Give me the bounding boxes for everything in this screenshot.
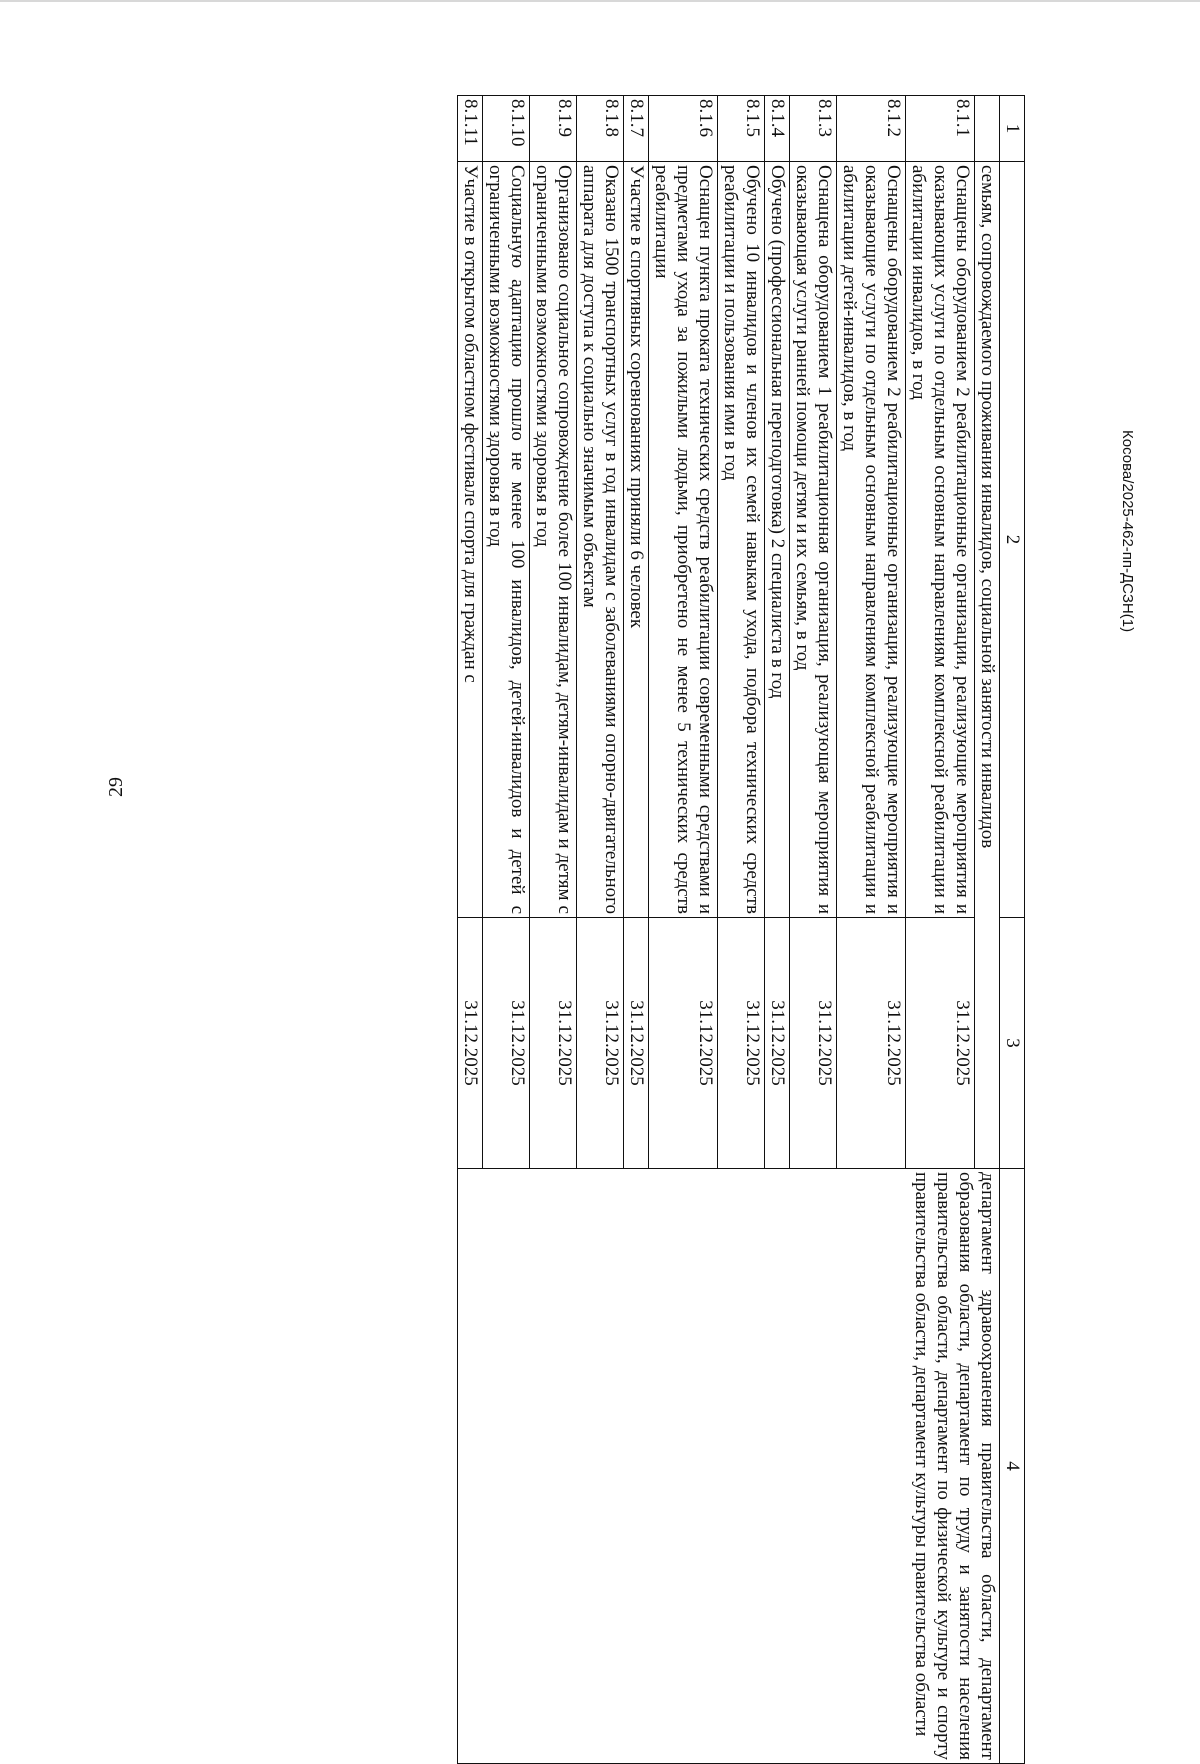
row-description: Оснащены оборудованием 2 реабилитационные организации, реализующие мероприятия и оказывающих услуги по отдельным основным направлениям комплексной реабилитации и абилитации инвалидов, в год	[906, 162, 975, 918]
row-deadline: 31.12.2025	[790, 918, 837, 1169]
row-number: 8.1.3	[790, 96, 837, 162]
row-number: 8.1.7	[624, 96, 649, 162]
row-number: 8.1.4	[765, 96, 790, 162]
row-deadline: 31.12.2025	[483, 918, 530, 1169]
row-number: 8.1.11	[458, 96, 483, 162]
row-deadline: 31.12.2025	[906, 918, 975, 1169]
row-deadline: 31.12.2025	[530, 918, 577, 1169]
row-description: Обучено (профессиональная переподготовка) 2 специалиста в год	[765, 162, 790, 918]
row-description: Оказано 1500 транспортных услуг в год инвалидам с заболеваниями опорно-двигательного аппарата для доступа к социально значимым объектам	[577, 162, 624, 918]
section-num-cell	[975, 96, 1000, 162]
measures-table	[457, 95, 1025, 1764]
row-number: 8.1.9	[530, 96, 577, 162]
row-deadline: 31.12.2025	[765, 918, 790, 1169]
header-col-3: 3	[1000, 918, 1025, 1169]
row-number: 8.1.6	[649, 96, 718, 162]
footer-document-code: Косова/2025-462-пп-ДСЗН(1)	[1119, 430, 1136, 633]
header-row	[1000, 96, 1025, 1764]
section-row	[975, 96, 1000, 1764]
row-number: 8.1.10	[483, 96, 530, 162]
row-deadline: 31.12.2025	[458, 918, 483, 1169]
row-number: 8.1.5	[718, 96, 765, 162]
row-deadline: 31.12.2025	[649, 918, 718, 1169]
section-title: семьям, сопровождаемого проживания инвалидов, социальной занятости инвалидов	[975, 162, 1000, 1169]
row-description: Обучено 10 инвалидов и членов их семей навыкам ухода, подбора технических средств реабилитации и пользования ими в год	[718, 162, 765, 918]
row-description: Оснащена оборудованием 1 реабилитационная организация, реализующая мероприятия и оказывающая услуги ранней помощи детям и их семьям, в год	[790, 162, 837, 918]
row-description: Организовано социальное сопровождение более 100 инвалидам, детям-инвалидам и детям с ограниченными возможностями здоровья в год	[530, 162, 577, 918]
scan-edge	[0, 0, 1200, 2]
rotated-table-container	[165, 95, 1025, 1763]
header-col-2: 2	[1000, 162, 1025, 918]
responsible-departments: департамент здравоохранения правительства области, департамент образования области, департамент по труду и занятости населения правительства области, департамент по физической культуре и спорту правительства области, департамент культуры правительства области	[458, 1169, 1000, 1764]
row-deadline: 31.12.2025	[718, 918, 765, 1169]
row-number: 8.1.2	[837, 96, 906, 162]
row-number: 8.1.8	[577, 96, 624, 162]
row-description: Социальную адаптацию прошло не менее 100 инвалидов, детей-инвалидов и детей с ограниченными возможностями здоровья в год	[483, 162, 530, 918]
row-deadline: 31.12.2025	[837, 918, 906, 1169]
row-description: Участие в открытом областном фестивале спорта для граждан с	[458, 162, 483, 918]
row-number: 8.1.1	[906, 96, 975, 162]
row-description: Оснащен пункта проката технических средств реабилитации современными средствами и предметами ухода за пожилыми людьми, приобретено не менее 5 технических средств реабилитации	[649, 162, 718, 918]
page-number: 29	[105, 777, 127, 797]
header-col-4: 4	[1000, 1169, 1025, 1764]
row-description: Участие в спортивных соревнованиях приняли 6 человек	[624, 162, 649, 918]
header-col-1: 1	[1000, 96, 1025, 162]
row-description: Оснащены оборудованием 2 реабилитационные организации, реализующие мероприятия и оказывающие услуги по отдельным основным направлениям комплексной реабилитации и абилитации детей-инвалидов, в год	[837, 162, 906, 918]
row-deadline: 31.12.2025	[624, 918, 649, 1169]
row-deadline: 31.12.2025	[577, 918, 624, 1169]
